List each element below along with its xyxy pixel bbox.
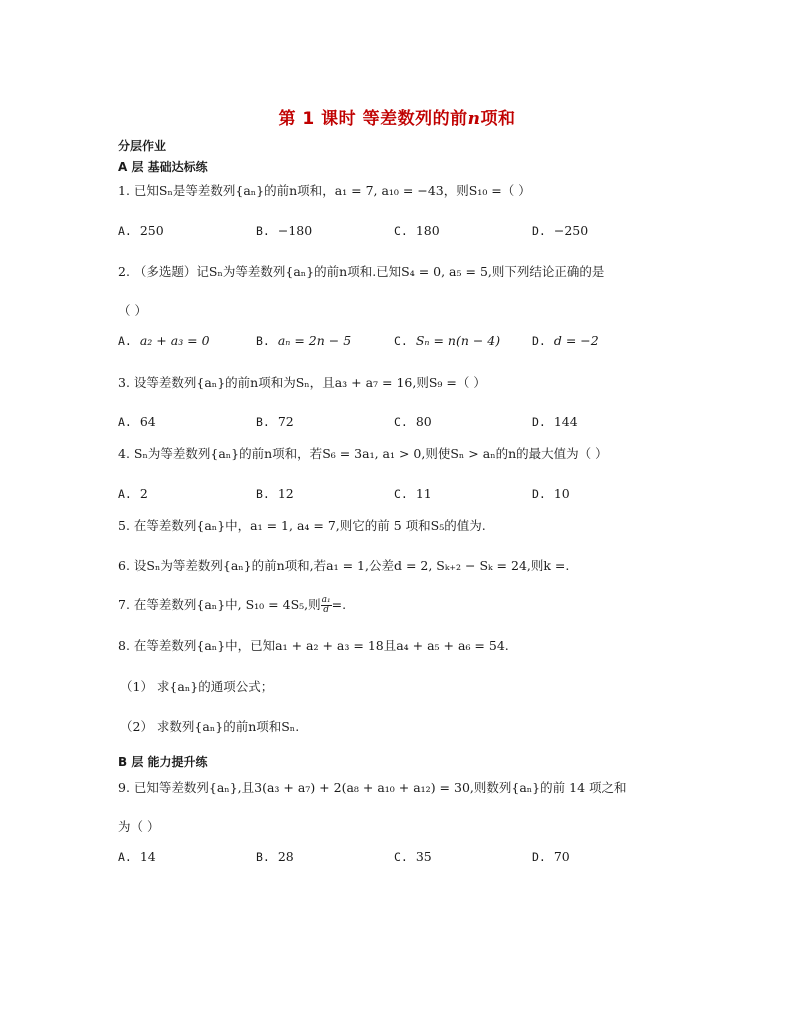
- title-variable: n: [467, 109, 481, 129]
- title-suffix: 项和: [480, 109, 516, 129]
- option-c: C. 80: [394, 414, 432, 429]
- question-7-tail: =.: [331, 597, 347, 612]
- question-9-options: [118, 849, 678, 867]
- question-7-text: 7. 在等差数列{aₙ}中, S₁₀ = 4S₅,则: [118, 597, 321, 612]
- option-d: D. −250: [532, 223, 589, 238]
- question-2: 2. （多选题）记Sₙ为等差数列{aₙ}的前n项和.已知S₄ = 0, a₅ = 5,则下列结论正确的是: [118, 264, 605, 279]
- section-b-label: B 层 能力提升练: [118, 755, 208, 769]
- question-1-options: [118, 223, 678, 241]
- option-d: D. 10: [532, 486, 570, 501]
- option-a: A. 14: [118, 849, 156, 864]
- fraction-numerator: a₁: [321, 595, 331, 605]
- option-a: A. 64: [118, 414, 156, 429]
- option-a: A. 250: [118, 223, 164, 238]
- option-b: B. 28: [256, 849, 294, 864]
- option-c: C. 180: [394, 223, 440, 238]
- option-c: C. Sₙ = n(n − 4): [394, 333, 501, 348]
- question-2-continuation: （ ）: [118, 303, 147, 318]
- question-5: 5. 在等差数列{aₙ}中，a₁ = 1, a₄ = 7,则它的前 5 项和S₅的值为.: [118, 518, 486, 533]
- question-8-part-2: （2） 求数列{aₙ}的前n项和Sₙ.: [120, 719, 300, 734]
- section-a-label: A 层 基础达标练: [118, 160, 208, 174]
- question-4-options: [118, 486, 678, 504]
- option-c: C. 11: [394, 486, 432, 501]
- question-8-part-1: （1） 求{aₙ}的通项公式；: [120, 679, 274, 694]
- option-d: D. 70: [532, 849, 570, 864]
- fraction-denominator: d: [323, 605, 329, 615]
- question-3-options: [118, 414, 678, 432]
- question-9: 9. 已知等差数列{aₙ},且3(a₃ + a₇) + 2(a₈ + a₁₀ + a₁₂) = 30,则数列{aₙ}的前 14 项之和: [118, 780, 627, 795]
- question-2-options: [118, 333, 678, 351]
- question-4: 4. Sₙ为等差数列{aₙ}的前n项和，若S₆ = 3a₁, a₁ > 0,则使Sₙ > aₙ的n的最大值为（ ）: [118, 446, 608, 461]
- question-9-continuation: 为（ ）: [118, 819, 160, 834]
- option-d: D. d = −2: [532, 333, 599, 348]
- question-1: 1. 已知Sₙ是等差数列{aₙ}的前n项和，a₁ = 7, a₁₀ = −43，则S₁₀ =（ ）: [118, 183, 531, 198]
- section-homework-label: 分层作业: [118, 139, 167, 153]
- fraction: [321, 596, 332, 615]
- option-d: D. 144: [532, 414, 578, 429]
- option-c: C. 35: [394, 849, 432, 864]
- option-b: B. −180: [256, 223, 313, 238]
- question-3: 3. 设等差数列{aₙ}的前n项和为Sₙ，且a₃ + a₇ = 16,则S₉ =（ ）: [118, 375, 486, 390]
- question-8: 8. 在等差数列{aₙ}中，已知a₁ + a₂ + a₃ = 18且a₄ + a₅ + a₆ = 54.: [118, 638, 509, 653]
- question-7: [118, 596, 346, 615]
- option-b: B. 72: [256, 414, 294, 429]
- option-a: A. a₂ + a₃ = 0: [118, 333, 210, 348]
- question-6: 6. 设Sₙ为等差数列{aₙ}的前n项和,若a₁ = 1,公差d = 2, Sₖ₊₂ − Sₖ = 24,则k =.: [118, 558, 570, 573]
- title-prefix: 第 1 课时 等差数列的前: [278, 109, 468, 129]
- option-a: A. 2: [118, 486, 148, 501]
- page-title: [0, 104, 794, 129]
- option-b: B. 12: [256, 486, 294, 501]
- option-b: B. aₙ = 2n − 5: [256, 333, 352, 348]
